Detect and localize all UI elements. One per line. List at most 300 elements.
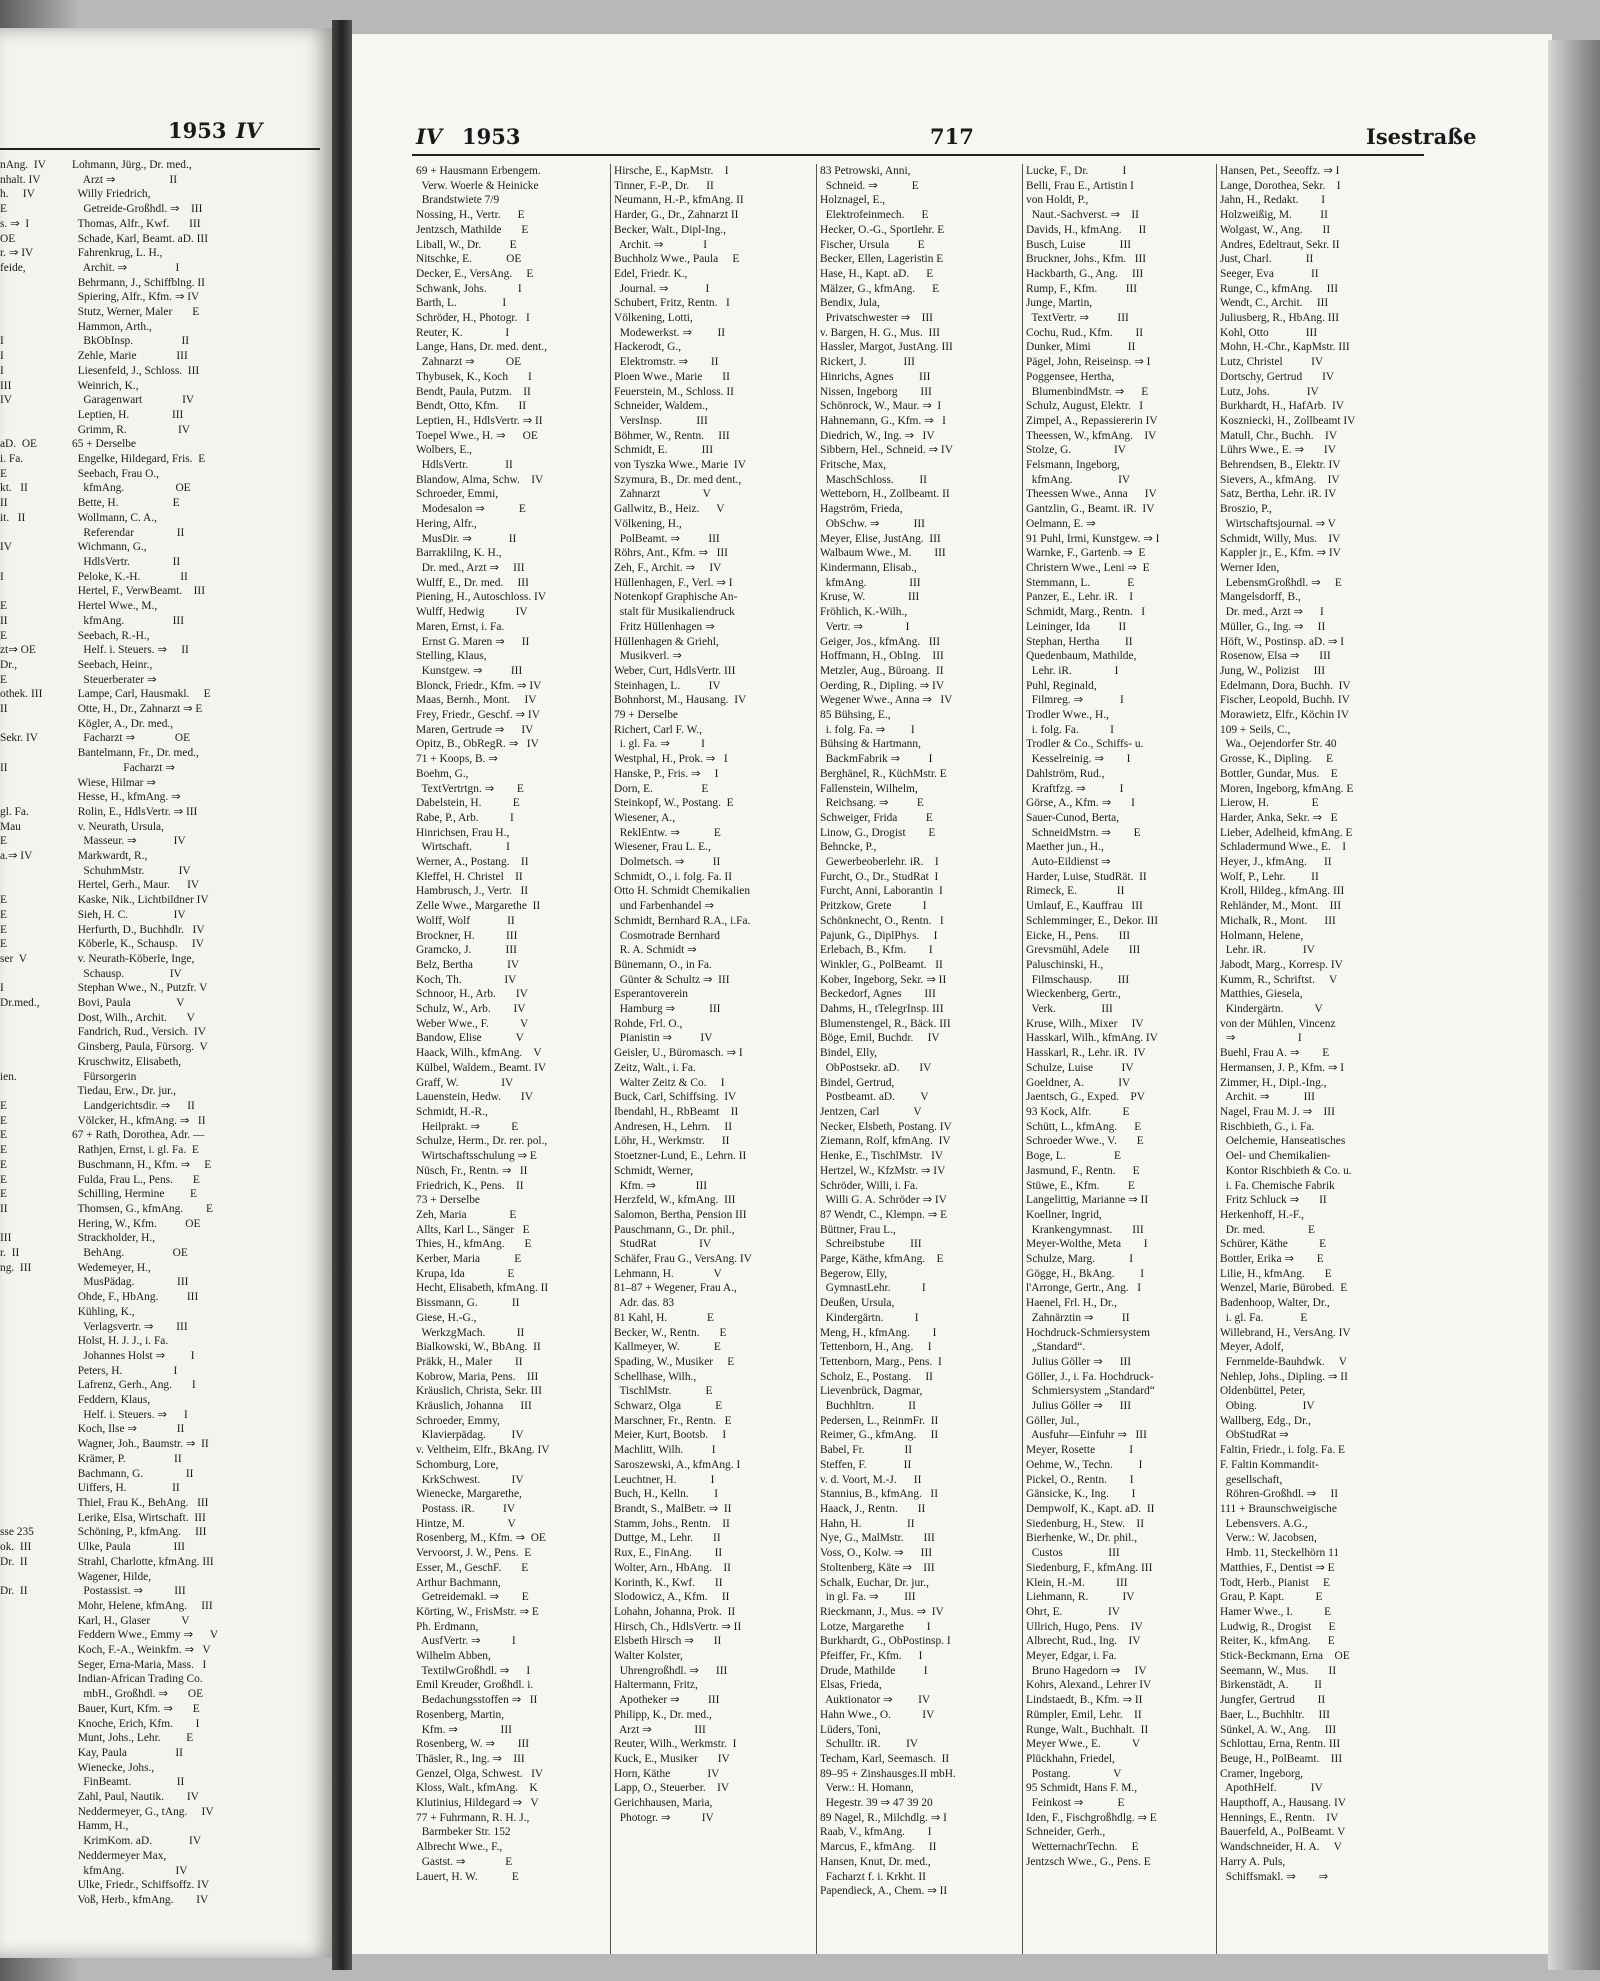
directory-entry-line: Notenkopf Graphische An-	[614, 591, 738, 604]
directory-entry-line: gesellschaft,	[1220, 1473, 1283, 1486]
directory-entry-line: ObStudRat ⇒	[1220, 1429, 1289, 1442]
directory-entry-line: E	[0, 467, 7, 480]
directory-entry-line: Filmschausp. III	[1026, 973, 1130, 986]
directory-entry-line: 95 Schmidt, Hans F. M.,	[1026, 1782, 1138, 1795]
directory-entry-line: Rathjen, Ernst, i. gl. Fa. E	[72, 1144, 199, 1157]
directory-entry-line	[0, 1790, 70, 1805]
directory-entry-line: Oel- und Chemikalien-	[1220, 1150, 1331, 1163]
directory-entry-line: E	[0, 908, 7, 921]
directory-entry-line: Blandow, Alma, Schw. IV	[416, 473, 544, 486]
directory-entry-line: TextVertrtgn. ⇒ E	[416, 782, 524, 795]
directory-entry-line: Oelmann, E. ⇒	[1026, 517, 1096, 530]
directory-entry-line: Schulz, W., Arb. IV	[416, 1003, 526, 1016]
directory-entry-line: v. Neurath, Ursula,	[72, 820, 164, 833]
directory-entry-line: Hinrichsen, Frau H.,	[416, 826, 510, 839]
directory-entry-line: Pfeiffer, Fr., Kfm. I	[820, 1650, 923, 1663]
directory-entry-line: Lafrenz, Gerh., Ang. I	[72, 1379, 196, 1392]
directory-entry-line	[0, 1320, 70, 1335]
directory-entry-line: Meyer, Elise, JustAng. III	[820, 532, 941, 545]
directory-entry-line: Grimm, R. IV	[72, 423, 191, 436]
directory-entry-line: Decker, E., VersAng. E	[416, 267, 534, 280]
directory-entry-line: FinBeamt. II	[72, 1776, 185, 1789]
directory-entry-line: Genzel, Olga, Schwest. IV	[416, 1767, 544, 1780]
directory-entry-line: Schröder, H., Photogr. I	[416, 312, 530, 325]
directory-entry-line: Seebach, Frau O.,	[72, 467, 159, 480]
directory-entry-line: Holznagel, E.,	[820, 194, 886, 207]
directory-entry-line: Schulze, Herm., Dr. rer. pol.,	[416, 1135, 548, 1148]
directory-entry-line: II	[0, 497, 8, 510]
directory-entry-line: Wirtschaftsschulung ⇒ E	[416, 1150, 537, 1163]
directory-entry-line: Kaske, Nik., Lichtbildner IV	[72, 894, 209, 907]
directory-entry-line: II	[0, 703, 8, 716]
directory-entry-line: Müller, G., Ing. ⇒ II	[1220, 620, 1326, 633]
directory-entry-line	[0, 1290, 70, 1305]
directory-entry-line: Poggensee, Hertha,	[1026, 370, 1115, 383]
directory-entry-line: Diedrich, W., Ing. ⇒ IV	[820, 429, 935, 442]
directory-entry-line: Wa., Oejendorfer Str. 40	[1220, 738, 1337, 751]
directory-entry-line: MaschSchloss. II	[820, 473, 927, 486]
directory-entry-line: Munt, Johs., Lehr. E	[72, 1732, 194, 1745]
directory-entry-line: v. d. Voort, M.-J. II	[820, 1473, 922, 1486]
directory-entry-line: Wolgast, W., Ang. II	[1220, 223, 1331, 236]
directory-entry-line: Postassist. ⇒ III	[72, 1585, 186, 1598]
directory-entry-line	[0, 1378, 70, 1393]
directory-entry-line: 83 Petrowski, Anni,	[820, 165, 911, 177]
directory-entry-line: Grau, P. Kapt. E	[1220, 1591, 1323, 1604]
directory-entry-line: Rümpler, Emil, Lehr. II	[1026, 1708, 1142, 1721]
directory-entry-line: Hackbarth, G., Ang. III	[1026, 267, 1144, 280]
directory-entry-line: Zahnarzt V	[614, 488, 711, 501]
directory-entry-line: Haack, J., Rentn. II	[820, 1502, 926, 1515]
directory-entry-line: Tettenborn, H., Ang. I	[820, 1341, 932, 1354]
directory-entry-line: Pauschmann, G., Dr. phil.,	[614, 1223, 735, 1236]
directory-entry-line: 109 + Seils, C.,	[1220, 723, 1291, 736]
directory-entry-line: Völkening, Lotti,	[614, 312, 693, 325]
directory-entry-line: Pickel, O., Rentn. I	[1026, 1473, 1134, 1486]
directory-entry-line: Neddermeyer, G., tAng. IV	[72, 1805, 214, 1818]
directory-entry-line: II	[0, 1202, 8, 1215]
directory-entry-line: Getreide-Großhdl. ⇒ III	[72, 203, 203, 216]
directory-entry-line: E	[0, 894, 7, 907]
directory-entry-line: Schulz, August, Elektr. I	[1026, 400, 1144, 413]
directory-entry-line: Oelchemie, Hanseatisches	[1220, 1135, 1346, 1148]
directory-entry-line	[0, 1819, 70, 1834]
directory-entry-line: 89 Nagel, R., Milchdlg. ⇒ I	[820, 1811, 947, 1824]
directory-entry-line: Bauerfeld, A., PolBeamt. V	[1220, 1826, 1346, 1839]
directory-entry-line: Lierow, H. E	[1220, 797, 1319, 810]
directory-entry-line: Schmidt, Marg., Rentn. I	[1026, 606, 1146, 619]
directory-entry-line: 65 + Derselbe	[72, 438, 136, 451]
directory-entry-line: Jasmund, F., Rentn. E	[1026, 1164, 1140, 1177]
directory-entry-line: Masseur. ⇒ IV	[72, 835, 186, 848]
directory-entry-line: Stephan Wwe., N., Putzfr. V	[72, 982, 208, 995]
directory-entry-line: Kerber, Maria E	[416, 1253, 522, 1266]
directory-entry-line: Schulze, Luise IV	[1026, 1061, 1134, 1074]
directory-entry-line: Nüsch, Fr., Rentn. ⇒ II	[416, 1164, 528, 1177]
directory-entry-line: Pajunk, G., DiplPhys. I	[820, 929, 938, 942]
directory-entry-line: Brandstwiete 7/9	[416, 194, 500, 207]
directory-entry-line: Furcht, Anni, Laborantin I	[820, 885, 943, 898]
directory-entry-line: Nye, G., MalMstr. III	[820, 1532, 935, 1545]
directory-entry-line: h. IV	[0, 188, 35, 201]
directory-entry-line: Hering, Alfr.,	[416, 517, 477, 530]
directory-entry-line: Beuge, H., PolBeamt. III	[1220, 1752, 1343, 1765]
directory-entry-line: Auktionator ⇒ IV	[820, 1694, 931, 1707]
directory-entry-line	[0, 864, 70, 879]
directory-entry-line: Goeldner, A. IV	[1026, 1076, 1131, 1089]
directory-entry-line: Neddermeyer Max,	[72, 1849, 167, 1862]
directory-entry-line: Bindel, Elly,	[820, 1047, 878, 1060]
directory-entry-line: Theessen Wwe., Anna IV	[1026, 488, 1157, 501]
directory-entry-line: Fallenstein, Wilhelm,	[820, 782, 918, 795]
directory-entry-line: Walter Kolster,	[614, 1650, 683, 1663]
directory-entry-line: Thomsen, G., kfmAng. E	[72, 1202, 213, 1215]
directory-entry-line: Boge, L. E	[1026, 1150, 1121, 1163]
directory-entry-line: Zehle, Marie III	[72, 350, 188, 363]
directory-entry-line: Zimmer, H., Dipl.-Ing.,	[1220, 1076, 1327, 1089]
directory-entry-line: Wollmann, C. A.,	[72, 511, 157, 524]
directory-entry-line: Peters, H. I	[72, 1364, 178, 1377]
directory-entry-line: E	[0, 1100, 7, 1112]
directory-entry-line: Zeitz, Walt., i. Fa.	[614, 1061, 696, 1074]
directory-entry-line: Lotze, Margarethe I	[820, 1620, 931, 1633]
directory-entry-line: i. gl. Fa. E	[1220, 1311, 1308, 1324]
directory-entry-line: ApothHelf. IV	[1220, 1782, 1323, 1795]
directory-entry-line: Trodler Wwe., H.,	[1026, 709, 1109, 722]
directory-entry-line: Rohde, Frl. O.,	[614, 1017, 683, 1030]
directory-entry-line: Wenzel, Marie, Bürobed. E	[1220, 1282, 1348, 1295]
directory-entry-line: Wiese, Hilmar ⇒	[72, 776, 156, 789]
directory-entry-line: 81–87 + Wegener, Frau A.,	[614, 1282, 737, 1295]
directory-entry-line: Andres, Edeltraut, Sekr. II	[1220, 238, 1340, 251]
directory-entry-line	[0, 1364, 70, 1379]
directory-entry-line: Postang. V	[1026, 1767, 1122, 1780]
directory-entry-line	[0, 1746, 70, 1761]
directory-entry-line: Walbaum Wwe., M. III	[820, 547, 946, 560]
directory-entry-line: Kräuslich, Johanna III	[416, 1400, 532, 1413]
directory-entry-line: Feuerstein, M., Schloss. II	[614, 385, 734, 398]
directory-entry-line: Bissmann, G. II	[416, 1297, 520, 1310]
directory-entry-line: Necker, Elsbeth, Postang. IV	[820, 1120, 952, 1133]
directory-entry-line: Bottler, Erika ⇒ E	[1220, 1253, 1324, 1266]
directory-entry-line: Quedenbaum, Mathilde,	[1026, 650, 1137, 663]
directory-entry-line: Schladermund Wwe., E. I	[1220, 841, 1347, 854]
directory-column-2	[614, 164, 812, 1825]
directory-entry-line: Hecht, Elisabeth, kfmAng. II	[416, 1282, 549, 1295]
directory-entry-line: ien.	[0, 1070, 17, 1083]
directory-entry-line: Bachmann, G. II	[72, 1467, 194, 1480]
directory-entry-line: Julius Göller ⇒ III	[1026, 1355, 1132, 1368]
directory-entry-line: Eicke, H., Pens. III	[1026, 929, 1131, 942]
directory-entry-line: Zeh, F., Archit. ⇒ IV	[614, 561, 722, 574]
directory-entry-line: Schmidt, H.-R.,	[416, 1106, 488, 1118]
street-heading: Isestraße	[1366, 124, 1477, 149]
directory-entry-line: Stemmann, L. E	[1026, 576, 1135, 589]
directory-entry-line: Fischer, Leopold, Buchh. IV	[1220, 694, 1350, 707]
directory-entry-line: Ullrich, Hugo, Pens. IV	[1026, 1620, 1143, 1633]
directory-entry-line: E	[0, 938, 7, 951]
column-divider	[1022, 164, 1023, 1954]
directory-entry-line: Oldenbüttel, Peter,	[1220, 1385, 1306, 1398]
directory-entry-line: Stamm, Johs., Rentn. II	[614, 1517, 730, 1530]
directory-entry-line: Zahl, Paul, Nautik. IV	[72, 1791, 199, 1804]
directory-entry-line	[0, 1702, 70, 1717]
directory-entry-line: Oerding, R., Dipling. ⇒ IV	[820, 679, 945, 692]
directory-entry-line: Warnke, F., Gartenb. ⇒ E	[1026, 547, 1146, 560]
left-page	[0, 28, 332, 1958]
directory-entry-line: Stelling, Klaus,	[416, 650, 487, 663]
directory-entry-line: Elsas, Frieda,	[820, 1679, 882, 1692]
directory-entry-line: I	[0, 335, 4, 348]
directory-entry-line: GymnastLehr. I	[820, 1282, 926, 1295]
directory-entry-line	[0, 1672, 70, 1687]
directory-entry-line	[0, 1422, 70, 1437]
directory-entry-line: Herzfeld, W., kfmAng. III	[614, 1194, 736, 1207]
directory-entry-line: Edel, Friedr. K.,	[614, 267, 688, 280]
directory-entry-line: Gerichhausen, Maria,	[614, 1797, 713, 1810]
directory-entry-line: Harry A. Puls,	[1220, 1855, 1286, 1868]
directory-entry-line	[0, 1452, 70, 1467]
directory-entry-line: Hahn, H. II	[820, 1517, 915, 1530]
directory-entry-line: nAng. IV	[0, 159, 46, 171]
directory-entry-line: Panzer, E., Lehr. iR. I	[1026, 591, 1134, 604]
directory-entry-line: Hoffmann, H., ObIng. III	[820, 650, 944, 663]
directory-entry-line: Meng, H., kfmAng. I	[820, 1326, 937, 1339]
left-page-cut-column	[0, 158, 70, 1937]
directory-entry-line: Dr. med. E	[1220, 1223, 1315, 1236]
directory-entry-line: E	[0, 673, 7, 686]
directory-entry-line: Hering, W., Kfm. OE	[72, 1217, 201, 1230]
directory-entry-line: Apotheker ⇒ III	[614, 1694, 720, 1707]
directory-entry-line	[0, 276, 70, 291]
directory-entry-line: Stoetzner-Lund, E., Lehrn. II	[614, 1150, 747, 1163]
directory-entry-line: BkObInsp. II	[72, 335, 190, 348]
directory-entry-line: Krankengymnast. III	[1026, 1223, 1144, 1236]
directory-entry-line: E	[0, 835, 7, 848]
directory-entry-line: Schreibstube III	[820, 1238, 922, 1251]
directory-entry-line: Göller, J., i. Fa. Hochdruck-	[1026, 1370, 1154, 1383]
directory-entry-line: Davids, H., kfmAng. II	[1026, 223, 1147, 236]
directory-entry-line: Weber, Curt, HdlsVertr. III	[614, 664, 736, 677]
directory-entry-line: Wedemeyer, H.,	[72, 1261, 151, 1274]
directory-entry-line: Günter & Schultz ⇒ III	[614, 973, 730, 986]
directory-entry-line: Filmreg. ⇒ I	[1026, 694, 1124, 707]
directory-entry-line: Zimpel, A., Repassiererin IV	[1026, 414, 1158, 427]
directory-entry-line: Harder, G., Dr., Zahnarzt II	[614, 209, 739, 222]
directory-entry-line	[0, 320, 70, 335]
directory-entry-line: F. Faltin Kommandit-	[1220, 1458, 1319, 1471]
directory-entry-line: AusfVertr. ⇒ I	[416, 1635, 516, 1648]
directory-entry-line: Lilie, H., kfmAng. E	[1220, 1267, 1332, 1280]
directory-entry-line: Jung, W., Polizist III	[1220, 664, 1326, 677]
directory-entry-line: Bierhenke, W., Dr. phil.,	[1026, 1532, 1138, 1545]
directory-entry-line	[0, 305, 70, 320]
directory-entry-line: Matull, Chr., Buchh. IV	[1220, 429, 1338, 442]
directory-entry-line: Dortschy, Gertrud IV	[1220, 370, 1335, 383]
directory-entry-line: Lehr. iR. I	[1026, 664, 1119, 677]
directory-entry-line: Herfurth, D., Buchhdlr. IV	[72, 923, 205, 936]
directory-entry-line: Fernmelde-Bauhdwk. V	[1220, 1355, 1347, 1368]
page-number: 717	[930, 124, 974, 149]
directory-entry-line: Custos III	[1026, 1547, 1120, 1560]
directory-entry-line: in gl. Fa. ⇒ III	[820, 1591, 916, 1604]
directory-entry-line: Bette, H. E	[72, 497, 180, 510]
directory-entry-line: Koch, F.-A., Weinkfm. ⇒ V	[72, 1644, 211, 1657]
directory-entry-line: Bruno Hagedorn ⇒ IV	[1026, 1664, 1147, 1677]
directory-entry-line: BlumenbindMstr. ⇒ E	[1026, 385, 1149, 398]
left-page-volume: IV	[236, 118, 263, 143]
directory-entry-line: Spiering, Alfr., Kfm. ⇒ IV	[72, 291, 200, 304]
directory-entry-line: Postass. iR. IV	[416, 1502, 516, 1515]
directory-entry-line: von Tyszka Wwe., Marie IV	[614, 459, 746, 472]
directory-entry-line: Hassler, Margot, JustAng. III	[820, 341, 953, 354]
directory-entry-line: Ohde, F., HbAng. III	[72, 1291, 199, 1304]
directory-entry-line: Thiel, Frau K., BehAng. III	[72, 1496, 209, 1509]
directory-entry-line: Steffen, F. II	[820, 1458, 912, 1471]
directory-entry-line: Dr. II	[0, 1555, 28, 1568]
directory-entry-line: Wienecke, Margarethe,	[416, 1488, 522, 1501]
directory-entry-line: Hegestr. 39 ⇒ 47 39 20	[820, 1797, 933, 1810]
directory-entry-line: WerkzgMach. II	[416, 1326, 525, 1339]
directory-entry-line: Kfm. ⇒ III	[416, 1723, 512, 1736]
directory-entry-line	[0, 746, 70, 761]
directory-entry-line: Wegener Wwe., Anna ⇒ IV	[820, 694, 953, 707]
directory-entry-line: Faltin, Friedr., i. folg. Fa. E	[1220, 1444, 1345, 1457]
directory-entry-line: Fritz Schluck ⇒ II	[1220, 1194, 1327, 1207]
directory-entry-line: Otto H. Schmidt Chemikalien	[614, 885, 751, 898]
directory-entry-line: Philipp, K., Dr. med.,	[614, 1708, 712, 1721]
directory-entry-line: Kontor Rischbieth & Co. u.	[1220, 1164, 1352, 1177]
directory-entry-line: MusPädag. III	[72, 1276, 189, 1289]
directory-entry-line: Schütt, L., kfmAng. E	[1026, 1120, 1142, 1133]
directory-entry-line: Mau	[0, 820, 21, 833]
directory-entry-line: Hertzel, W., KfzMstr. ⇒ IV	[820, 1164, 946, 1177]
directory-entry-line: Meier, Kurt, Bootsb. I	[614, 1429, 727, 1442]
directory-entry-line: Nehlep, Johs., Dipling. ⇒ II	[1220, 1370, 1348, 1383]
directory-entry-line: Brockner, H. III	[416, 929, 518, 942]
directory-entry-line: Strahl, Charlotte, kfmAng. III	[72, 1555, 214, 1568]
directory-entry-line: Jentzen, Carl V	[820, 1106, 922, 1118]
directory-entry-line: i. folg. Fa. ⇒ I	[820, 723, 915, 736]
directory-entry-line: Hamer Wwe., I. E	[1220, 1605, 1332, 1618]
directory-entry-line: Dempwolf, K., Kapt. aD. II	[1026, 1502, 1155, 1515]
directory-entry-line: Meyer, Rosette I	[1026, 1444, 1134, 1457]
directory-entry-line: 67 + Rath, Dorothea, Adr. —	[72, 1129, 205, 1142]
directory-entry-line: Dr. med., Arzt ⇒ I	[1220, 606, 1324, 619]
directory-entry-line: Schmiersystem „Standard“	[1026, 1385, 1155, 1398]
directory-entry-line: Rabe, P., Arb. I	[416, 811, 514, 824]
directory-entry-line: III	[0, 379, 12, 392]
directory-entry-line: Voss, O., Kolw. ⇒ III	[820, 1547, 933, 1560]
directory-entry-line: Ulke, Paula III	[72, 1541, 185, 1554]
directory-entry-line: Vertr. ⇒ I	[820, 620, 910, 633]
directory-entry-line: WetternachrTechn. E	[1026, 1841, 1139, 1854]
column-divider	[816, 164, 817, 1954]
directory-entry-line: E	[0, 600, 7, 613]
directory-entry-line: Hase, H., Kapt. aD. E	[820, 267, 934, 280]
directory-entry-line: Erlebach, B., Kfm. I	[820, 944, 933, 957]
directory-entry-line: Liehmann, R. IV	[1026, 1591, 1135, 1604]
directory-entry-line: Wolter, Arn., HbAng. II	[614, 1561, 731, 1574]
directory-entry-line: Lange, Dorothea, Sekr. I	[1220, 179, 1341, 192]
directory-entry-line: Lohmann, Jürg., Dr. med.,	[72, 159, 192, 171]
directory-entry-line: 71 + Koops, B. ⇒	[416, 753, 498, 766]
column-divider	[610, 164, 611, 1954]
directory-entry-line: Helf. i. Steuers. ⇒ II	[72, 644, 189, 657]
directory-entry-line: Hasskarl, Wilh., kfmAng. IV	[1026, 1032, 1158, 1045]
directory-entry-line: l'Arronge, Gertr., Ang. I	[1026, 1282, 1141, 1295]
directory-entry-line: Maren, Ernst, i. Fa.	[416, 620, 505, 633]
directory-entry-line: Otte, H., Dr., Zahnarzt ⇒ E	[72, 703, 203, 716]
directory-entry-line: Fandrich, Rud., Versich. IV	[72, 1026, 206, 1039]
directory-entry-line: Bühsing & Hartmann,	[820, 738, 921, 751]
directory-entry-line: Dunker, Mimi II	[1026, 341, 1136, 354]
directory-entry-line: Schöning, P., kfmAng. III	[72, 1526, 207, 1539]
directory-entry-line: Edelmann, Dora, Buchh. IV	[1220, 679, 1351, 692]
directory-entry-line: Willi G. A. Schröder ⇒ IV	[820, 1194, 947, 1207]
directory-entry-line: Schönknecht, O., Rentn. I	[820, 914, 944, 927]
directory-entry-line: Hahn Wwe., O. IV	[820, 1708, 935, 1721]
directory-entry-line: Liball, W., Dr. E	[416, 238, 517, 251]
directory-entry-line: Hanske, P., Fris. ⇒ I	[614, 767, 719, 780]
directory-entry-line: Lutz, Johs. IV	[1220, 385, 1319, 398]
directory-entry-line: Liesenfeld, J., Schloss. III	[72, 364, 200, 377]
directory-entry-line: Ludwig, R., Drogist E	[1220, 1620, 1336, 1633]
directory-entry-line: Hamburg ⇒ III	[614, 1003, 721, 1016]
directory-entry-line: Meyer, Adolf,	[1220, 1341, 1284, 1354]
directory-entry-line	[0, 967, 70, 982]
directory-entry-line: Koch, Th. IV	[416, 973, 517, 986]
directory-entry-line: kfmAng. III	[72, 614, 184, 627]
directory-entry-line: Koch, Ilse ⇒ II	[72, 1423, 185, 1436]
directory-entry-line: Göller, Jul.,	[1026, 1414, 1080, 1427]
directory-entry-line: Salomon, Bertha, Pension III	[614, 1208, 747, 1221]
directory-entry-line: Wulff, E., Dr. med. III	[416, 576, 529, 589]
directory-entry-line: Jungfer, Gertrud II	[1220, 1694, 1326, 1707]
directory-entry-line: Fahrenkrug, L. H.,	[72, 247, 163, 260]
directory-entry-line: Archit. ⇒ I	[614, 238, 708, 251]
directory-entry-line	[0, 555, 70, 570]
directory-entry-line: Arzt ⇒ III	[614, 1723, 706, 1736]
directory-entry-line: Wolff, Wolf II	[416, 914, 515, 927]
directory-entry-line	[0, 1437, 70, 1452]
directory-entry-line: Moren, Ingeborg, kfmAng. E	[1220, 782, 1354, 795]
directory-entry-line	[0, 1040, 70, 1055]
directory-entry-line: ng. III	[0, 1261, 32, 1274]
directory-entry-line: Pianistin ⇒ IV	[614, 1032, 713, 1045]
directory-entry-line: Dr. II	[0, 1585, 28, 1598]
directory-entry-line: Plückhahn, Friedel,	[1026, 1752, 1115, 1765]
directory-entry-line: Kindermann, Elisab.,	[820, 561, 917, 574]
directory-entry-line: Leuchtner, H. I	[614, 1473, 715, 1486]
directory-entry-line: Hmb. 11, Steckelhörn 11	[1220, 1547, 1340, 1560]
directory-entry-line: Mangelsdorff, B.,	[1220, 591, 1301, 604]
directory-entry-line: Esser, M., GeschF. E	[416, 1561, 529, 1574]
directory-entry-line: Schwarz, Olga E	[614, 1400, 723, 1413]
directory-entry-line: v. Veltheim, Elfr., BkAng. IV	[416, 1444, 550, 1457]
directory-entry-line: Barmbeker Str. 152	[416, 1826, 511, 1839]
directory-entry-line	[0, 1217, 70, 1232]
directory-entry-line: Meyer Wwe., E. V	[1026, 1738, 1141, 1751]
directory-entry-line: Kindergärtn. I	[820, 1311, 919, 1324]
directory-entry-line: Külbel, Waldem., Beamt. IV	[416, 1061, 547, 1074]
directory-entry-line: Raab, V., kfmAng. I	[820, 1826, 932, 1839]
directory-entry-line: Hambrusch, J., Vertr. II	[416, 885, 529, 898]
directory-entry-line: Hansen, Knut, Dr. med.,	[820, 1855, 931, 1868]
directory-entry-line: Nissen, Ingeborg III	[820, 385, 932, 398]
directory-entry-line: ObSchw. ⇒ III	[820, 517, 925, 530]
directory-entry-line: ok. III	[0, 1541, 32, 1554]
